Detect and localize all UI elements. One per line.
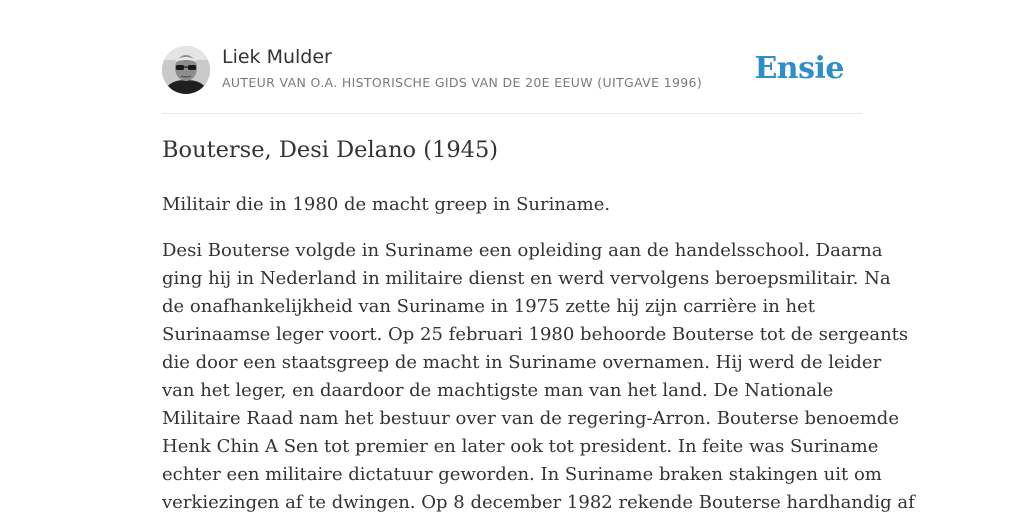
- article-lead: Militair die in 1980 de macht greep in Suriname.: [162, 194, 611, 215]
- article-title: Bouterse, Desi Delano (1945): [162, 137, 499, 163]
- author-photo: [162, 46, 210, 94]
- brand-logo[interactable]: Ensie: [754, 51, 844, 86]
- article-body-line: Surinaamse leger voort. Op 25 februari 1980 behoorde Bouterse tot de sergeants: [162, 324, 909, 345]
- author-header: [162, 46, 862, 96]
- article-body-line: verkiezingen af te dwingen. Op 8 december 1982 rekende Bouterse hardhandig af: [162, 492, 915, 512]
- article-body-line: de onafhankelijkheid van Suriname in 1975 zette hij zijn carrière in het: [162, 296, 816, 317]
- article-body-line: echter een militaire dictatuur geworden. In Suriname braken stakingen uit om: [162, 464, 882, 485]
- article-body: [162, 237, 915, 512]
- article-body-line: ging hij in Nederland in militaire dienst en werd vervolgens beroepsmilitair. Na: [162, 268, 891, 289]
- author-subtitle: AUTEUR VAN O.A. HISTORISCHE GIDS VAN DE 20E EEUW (UITGAVE 1996): [222, 75, 703, 90]
- article-body-line: Militaire Raad nam het bestuur over van de regering-Arron. Bouterse benoemde: [162, 408, 899, 429]
- article-body-line: van het leger, en daardoor de machtigste man van het land. De Nationale: [162, 380, 834, 401]
- author-name[interactable]: Liek Mulder: [222, 46, 332, 68]
- author-avatar[interactable]: [162, 46, 210, 94]
- article-body-line: Henk Chin A Sen tot premier en later ook tot president. In feite was Suriname: [162, 436, 879, 457]
- header-divider: [162, 113, 862, 114]
- article-body-line: die door een staatsgreep de macht in Suriname overnamen. Hij werd de leider: [162, 352, 882, 373]
- article-body-line: Desi Bouterse volgde in Suriname een opleiding aan de handelsschool. Daarna: [162, 240, 883, 261]
